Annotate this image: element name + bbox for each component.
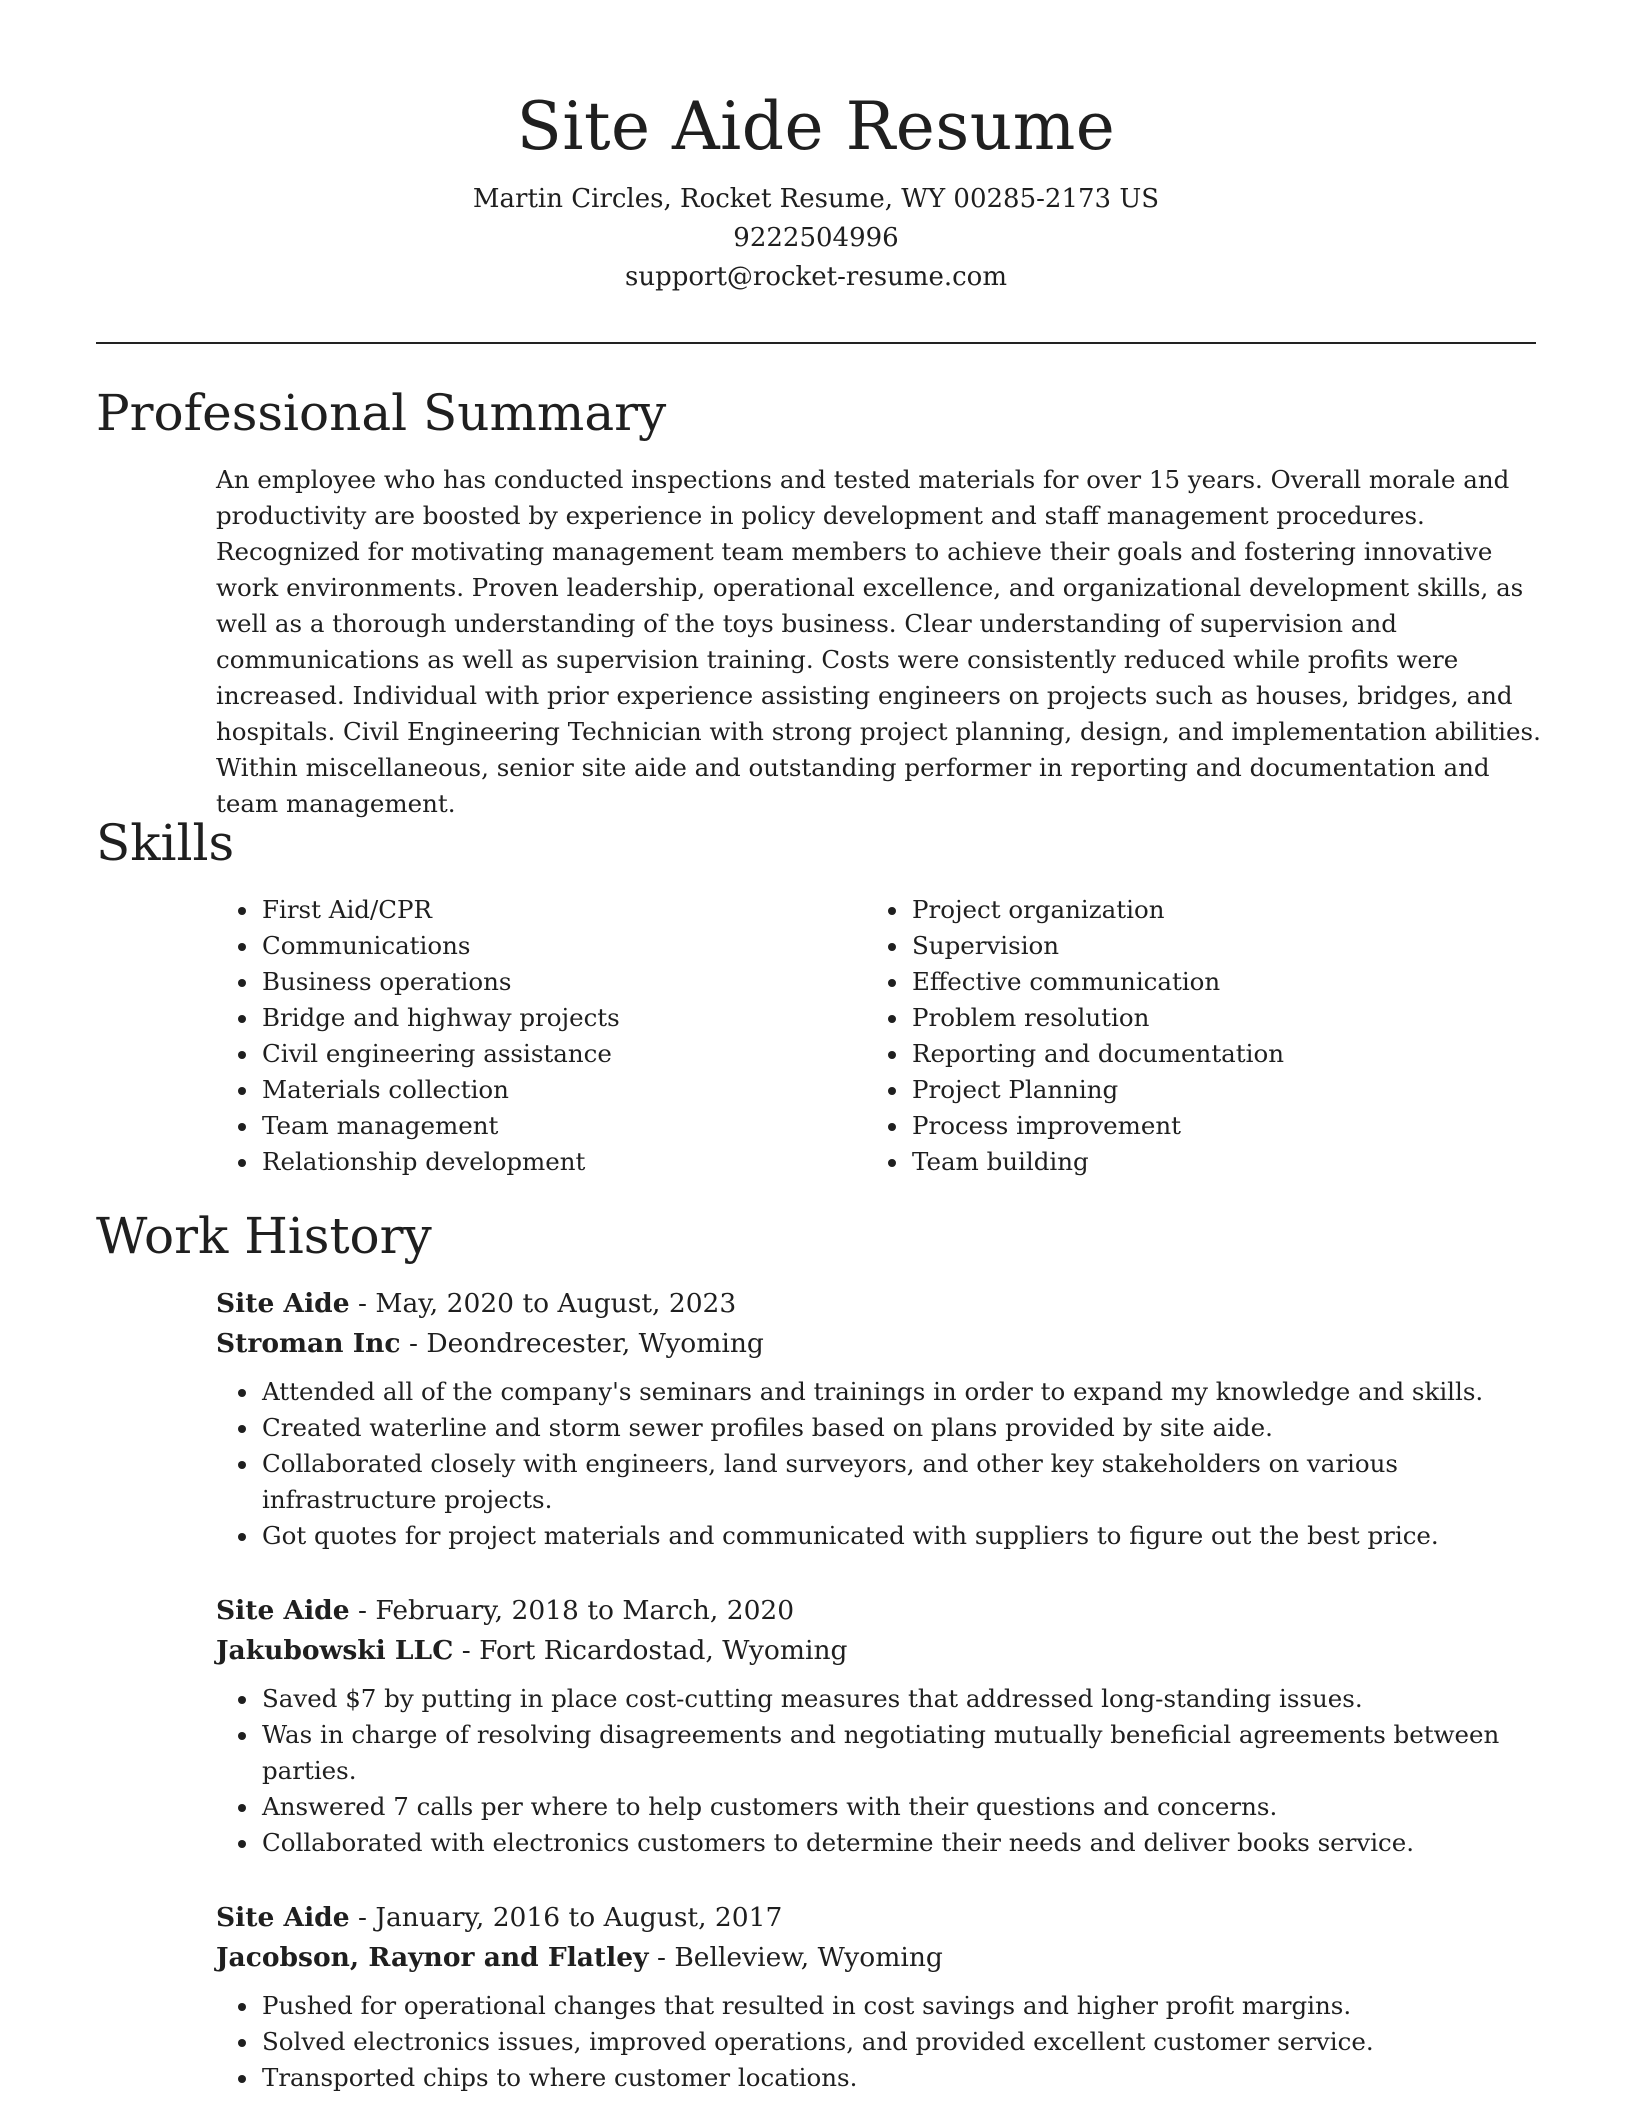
job-company: Jacobson, Raynor and Flatley [216, 1942, 649, 1973]
job-company-line: Jakubowski LLC - Fort Ricardostad, Wyoming [216, 1635, 848, 1666]
skill-item: • Materials collection [260, 1072, 860, 1108]
summary-heading: Professional Summary [96, 384, 667, 442]
job-dates: May, 2020 to August, 2023 [375, 1288, 737, 1319]
job-entry [216, 1284, 1546, 1554]
job-title: Site Aide [216, 1595, 350, 1626]
skill-item: • Team building [910, 1144, 1550, 1180]
skill-item: • Business operations [260, 964, 860, 1000]
skills-list-right [866, 892, 1550, 1180]
skill-item: • Civil engineering assistance [260, 1036, 860, 1072]
job-title: Site Aide [216, 1288, 350, 1319]
resume-header [0, 84, 1632, 297]
job-bullet: • Attended all of the company's seminars and trainings in order to expand my knowledge and skills. [260, 1374, 1546, 1410]
skill-item: • Team management [260, 1108, 860, 1144]
contact-email: support@rocket-resume.com [624, 262, 1007, 292]
job-location: Deondrecester, Wyoming [426, 1328, 764, 1359]
job-entry [216, 1591, 1546, 1861]
job-entry [216, 1898, 1546, 2096]
job-title-line: Site Aide - May, 2020 to August, 2023 [216, 1288, 737, 1319]
skill-item: • Relationship development [260, 1144, 860, 1180]
job-bullets [216, 1988, 1546, 2096]
job-company-line: Stroman Inc - Deondrecester, Wyoming [216, 1328, 764, 1359]
skill-item: • Effective communication [910, 964, 1550, 1000]
job-bullet: • Saved $7 by putting in place cost-cutting measures that addressed long-standing issues. [260, 1681, 1546, 1717]
header-divider [96, 342, 1536, 344]
job-bullet: • Created waterline and storm sewer profiles based on plans provided by site aide. [260, 1410, 1546, 1446]
job-bullet: • Collaborated closely with engineers, land surveyors, and other key stakeholders on various infrastructure projects. [260, 1446, 1546, 1518]
summary-text: An employee who has conducted inspections and tested materials for over 15 years. Overall morale and productivity are boosted by experience in policy development and staff management procedures. Recognized for motivating management team members to achieve their goals and fostering innovative work environments. Proven leadership, operational excellence, and organizational development skills, as well as a thorough understanding of the toys business. Clear understanding of supervision and communications as well as supervision training. Costs were consistently reduced while profits were increased. Individual with prior experience assisting engineers on projects such as houses, bridges, and hospitals. Civil Engineering Technician with strong project planning, design, and implementation abilities. Within miscellaneous, senior site aide and outstanding performer in reporting and documentation and team management. [216, 465, 1541, 818]
skills-list-left [216, 892, 860, 1180]
job-bullet: • Transported chips to where customer locations. [260, 2060, 1546, 2096]
job-dates: February, 2018 to March, 2020 [375, 1595, 795, 1626]
skills-heading: Skills [96, 814, 235, 872]
skill-item: • Problem resolution [910, 1000, 1550, 1036]
skill-item: • Communications [260, 928, 860, 964]
job-company: Stroman Inc [216, 1328, 401, 1359]
skill-item: • Process improvement [910, 1108, 1550, 1144]
page-title: Site Aide Resume [516, 88, 1116, 165]
job-title-line: Site Aide - January, 2016 to August, 2017 [216, 1902, 783, 1933]
job-bullet: • Got quotes for project materials and communicated with suppliers to figure out the best price. [260, 1518, 1546, 1554]
job-bullets [216, 1681, 1546, 1861]
job-title: Site Aide [216, 1902, 350, 1933]
job-location: Belleview, Wyoming [674, 1942, 943, 1973]
job-location: Fort Ricardostad, Wyoming [479, 1635, 848, 1666]
skill-item: • Project organization [910, 892, 1550, 928]
work-history-heading: Work History [96, 1207, 432, 1265]
skill-item: • Project Planning [910, 1072, 1550, 1108]
contact-phone: 9222504996 [733, 223, 899, 253]
job-company: Jakubowski LLC [216, 1635, 454, 1666]
job-bullet: • Solved electronics issues, improved operations, and provided excellent customer service. [260, 2024, 1546, 2060]
job-bullet: • Was in charge of resolving disagreements and negotiating mutually beneficial agreements between parties. [260, 1717, 1546, 1789]
skill-item: • Supervision [910, 928, 1550, 964]
job-bullet: • Answered 7 calls per where to help customers with their questions and concerns. [260, 1789, 1546, 1825]
job-bullets [216, 1374, 1546, 1554]
skill-item: • Reporting and documentation [910, 1036, 1550, 1072]
job-bullet: • Collaborated with electronics customers to determine their needs and deliver books service. [260, 1825, 1546, 1861]
skill-item: • Bridge and highway projects [260, 1000, 860, 1036]
job-dates: January, 2016 to August, 2017 [375, 1902, 783, 1933]
job-title-line: Site Aide - February, 2018 to March, 2020 [216, 1595, 795, 1626]
job-bullet: • Pushed for operational changes that resulted in cost savings and higher profit margins. [260, 1988, 1546, 2024]
contact-address: Martin Circles, Rocket Resume, WY 00285-2173 US [472, 184, 1160, 214]
job-company-line: Jacobson, Raynor and Flatley - Belleview, Wyoming [216, 1942, 943, 1973]
skill-item: • First Aid/CPR [260, 892, 860, 928]
